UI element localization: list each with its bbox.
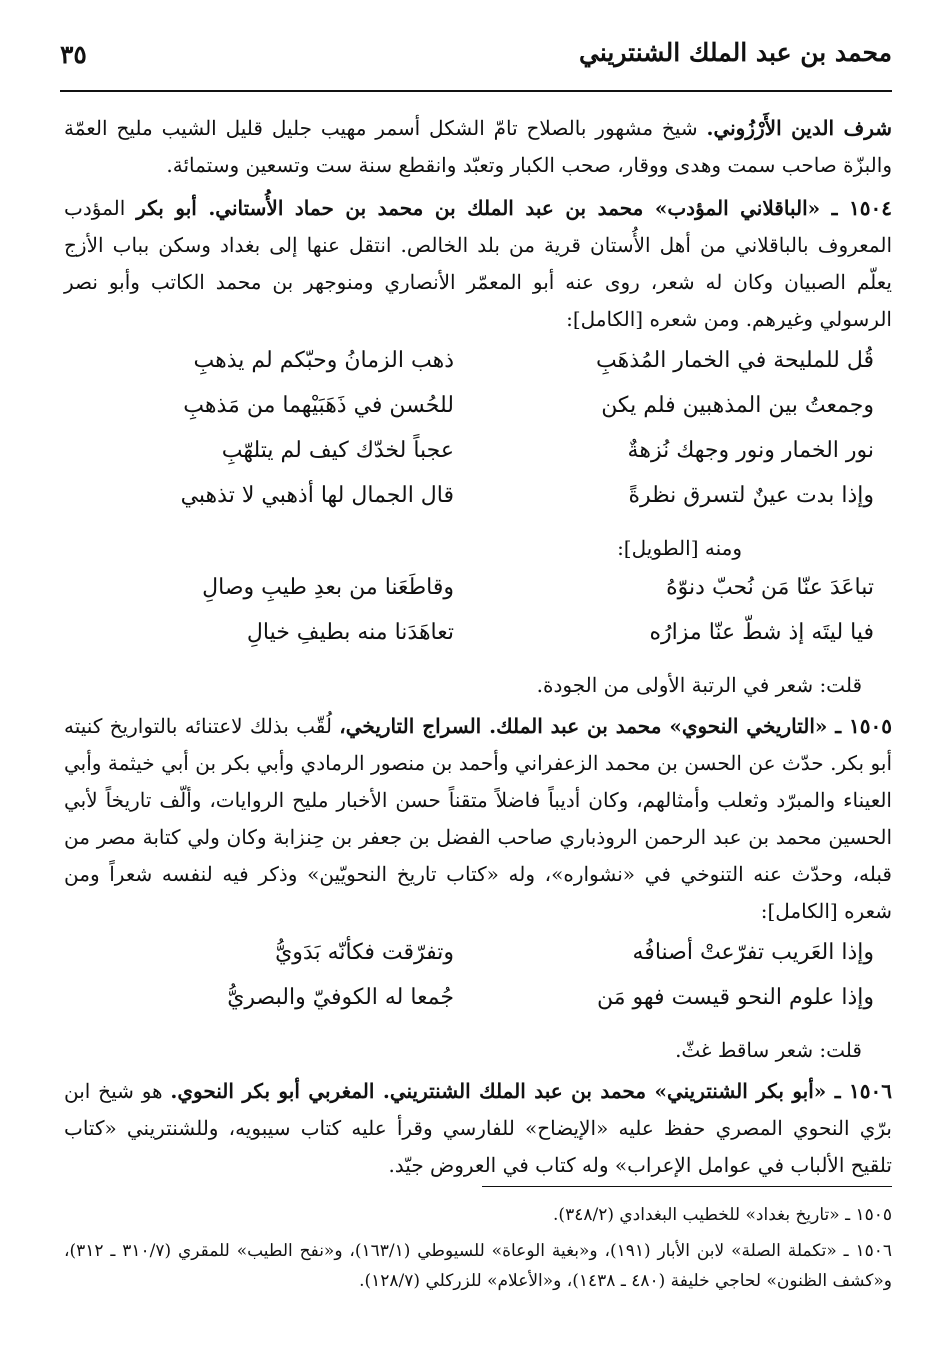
entry-text: شيخ مشهور بالصلاح تامّ الشكل أسمر مهيب جليل قليل الشيب مليح العمّة والبزّة صاحب سمت وهدى ووقار، صحب الكبار وتعبّد وانقطع سنة ست وتسعين وستمائة. [64, 116, 892, 177]
page-header [60, 38, 892, 82]
verse-line [64, 616, 892, 661]
first-hemistich: وجمعتُ بين المذهبين فلم يكن [601, 393, 874, 418]
poem-1504-kamil [64, 344, 892, 524]
page-body [64, 110, 892, 1190]
first-hemistich: نور الخمار ونور وجهك نُزهةٌ [627, 438, 874, 463]
verse-line [64, 479, 892, 524]
entry-number: ١٥٠٤ ـ [831, 196, 893, 220]
poem-1505-kamil [64, 936, 892, 1026]
editor-note: قلت: شعر في الرتبة الأولى من الجودة. [536, 673, 862, 697]
entry-number: ١٥٠٦ ـ [834, 1079, 892, 1103]
footnote-1505: ١٥٠٥ ـ «تاريخ بغداد» للخطيب البغدادي (٣٤٨/٢). [553, 1205, 892, 1225]
second-hemistich: تعاهَدَنا منه بطيفِ خيالِ [246, 620, 454, 645]
entry-heading: «الباقلاني المؤدب» محمد بن عبد الملك بن محمد بن حماد الأُستاني. أبو بكر [136, 196, 832, 220]
poem-1504-tawil [64, 571, 892, 661]
verse-line [64, 981, 892, 1026]
meter-label: ومنه [الطويل]: [617, 536, 742, 560]
entry-arzuni [64, 110, 892, 184]
verse-line [64, 571, 892, 616]
first-hemistich: فيا ليتَه إذ شطّ عنّا مزارُه [649, 620, 874, 645]
second-hemistich: وقاطَعَنا من بعدِ طيبِ وصالِ [202, 575, 454, 600]
first-hemistich: وإذا العَريب تفرّعتْ أصنافُه [632, 940, 874, 965]
verse-line [64, 344, 892, 389]
entry-1506 [64, 1073, 892, 1184]
footnotes [64, 1200, 892, 1302]
second-hemistich: قال الجمال لها أذهبي لا تذهبي [180, 483, 454, 508]
entry-text: لُقّب بذلك لاعتنائه بالتواريخ كنيته أبو بكر. حدّث عن الحسن بن محمد الزعفراني وأحمد بن منصور الرمادي وأبي بكر بن أبي خيثمة وأبي العيناء والمبرّد وثعلب وأمثالهم، وكان أديباً فاضلاً متقناً حسن الأخبار مليح الروايات، وألّف تاريخاً لأبي الحسين محمد بن عبد الرحمن الروذباري صاحب الفضل بن جعفر بن حِنزابة وكان ولي كتابة مصر من قبله، وحدّث عنه التنوخي في «نشواره»، وله «كتاب تاريخ النحويّين» وذكر فيه لنفسه شعراً ومن شعره [الكامل]: [64, 714, 892, 923]
entry-text: هو شيخ ابن برّي النحوي المصري حفظ عليه «الإيضاح» للفارسي وقرأ عليه كتاب سيبويه، وللشنتريني «كتاب تلقيح الألباب في عوامل الإعراب» وله كتاب في العروض جيّد. [64, 1079, 892, 1177]
entry-heading: «التاريخي النحوي» محمد بن عبد الملك. السراج التاريخي، [339, 714, 836, 738]
verse-line [64, 434, 892, 479]
first-hemistich: قُل للمليحة في الخمار المُذهَبِ [596, 348, 874, 373]
second-hemistich: ذهب الزمانُ وحبّكم لم يذهبِ [193, 348, 454, 373]
verse-line [64, 936, 892, 981]
footnote-1506: ١٥٠٦ ـ «تكملة الصلة» لابن الأبار (١٩١)، و«بغية الوعاة» للسيوطي (١٦٣/١)، و«نفح الطيب» للمقري (٣١٠/٧ ـ ٣١٢)، و«كشف الظنون» لحاجي خليفة (٤٨٠ ـ ١٤٣٨)، و«الأعلام» للزركلي (١٢٨/٧). [64, 1241, 892, 1291]
first-hemistich: تباعَدَ عنّا مَن نُحبّ دنوّهُ [666, 575, 874, 600]
second-hemistich: جُمعا له الكوفيّ والبصريُّ [227, 985, 454, 1010]
entry-1505 [64, 708, 892, 930]
second-hemistich: للحُسن في ذَهَبَيْهما من مَذهبِ [183, 393, 454, 418]
running-title: محمد بن عبد الملك الشنتريني [579, 38, 892, 67]
entry-number: ١٥٠٥ ـ [835, 714, 893, 738]
second-hemistich: وتفرّقت فكأنّه بَدَويُّ [275, 940, 454, 965]
first-hemistich: وإذا بدت عينٌ لتسرق نظرةً [628, 483, 874, 508]
page-number: ٣٥ [60, 40, 87, 69]
second-hemistich: عجباً لخدّك كيف لم يتلهّبِ [221, 438, 454, 463]
entry-name: شرف الدين الأَرْزُوني. [706, 116, 893, 140]
verse-line [64, 389, 892, 434]
header-rule [60, 90, 892, 92]
entry-text: المؤدب المعروف بالباقلاني من أهل الأُستان قرية من بلد الخالص. انتقل عنها إلى بغداد وسكن بباب الأزج يعلّم الصبيان وكان له شعر، روى عنه أبو المعمّر الأنصاري ومنوجهر بن محمد الكاتب وأبو نصر الرسولي وغيرهم. ومن شعره [الكامل]: [64, 196, 892, 331]
first-hemistich: وإذا علوم النحو قيست فهو مَن [597, 985, 874, 1010]
editor-note: قلت: شعر ساقط غثّ. [675, 1038, 862, 1062]
entry-heading: «أبو بكر الشنتريني» محمد بن عبد الملك الشنتريني. المغربي أبو بكر النحوي. [170, 1079, 835, 1103]
footnote-rule [482, 1186, 892, 1187]
entry-1504 [64, 190, 892, 338]
